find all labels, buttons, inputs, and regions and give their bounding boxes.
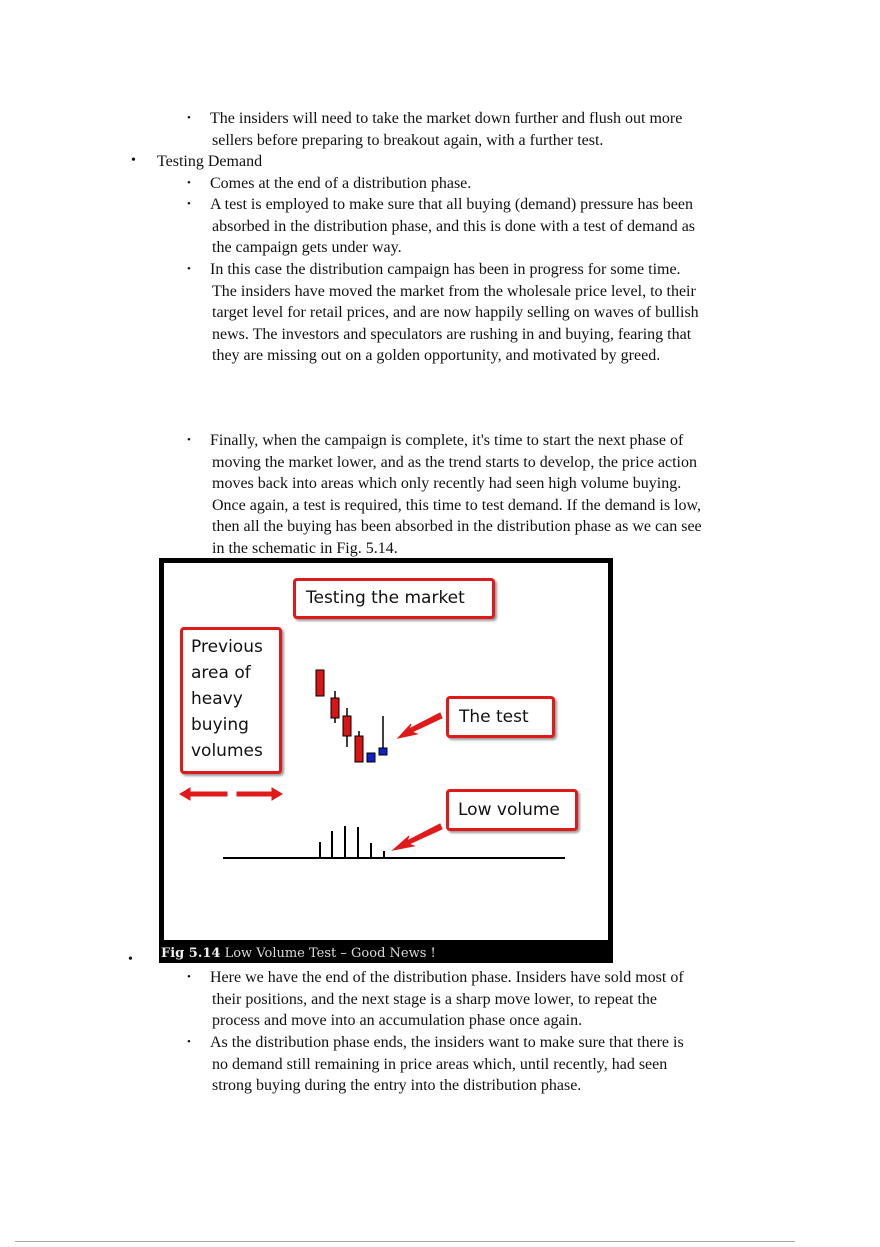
text-line: In this case the distribution campaign has been in progress for some time. <box>210 261 681 278</box>
low-volume-callout: Low volume <box>446 789 578 831</box>
text-line: they are missing out on a golden opportunity, and motivated by greed. <box>212 347 661 365</box>
figure-5-14 <box>159 558 613 963</box>
candle-body <box>379 748 387 755</box>
text-line: absorbed in the distribution phase, and this is done with a test of demand as <box>212 217 696 235</box>
text-line: moving the market lower, and as the trend starts to develop, the price action <box>212 453 697 471</box>
bullet-paragraph <box>210 173 471 195</box>
bullet-paragraph <box>210 967 684 1032</box>
candle-body <box>355 736 363 762</box>
text-line: Testing Demand <box>157 153 263 170</box>
test-arrow-icon <box>398 713 442 738</box>
callout-line: buying <box>191 715 249 735</box>
callout-line: heavy <box>191 689 243 709</box>
bullet-icon: • <box>187 1036 191 1048</box>
arrow-right-icon <box>237 788 282 800</box>
bullet-paragraph <box>210 108 682 151</box>
text-line: the campaign gets under way. <box>212 239 402 257</box>
callout-line: Previous <box>191 637 263 657</box>
candle-body <box>367 753 375 762</box>
text-line: sellers before preparing to breakout again, with a further test. <box>212 131 604 149</box>
text-line: strong buying during the entry into the distribution phase. <box>212 1077 582 1095</box>
text-line: The insiders have moved the market from the wholesale price level, to their <box>212 282 696 300</box>
text-line: target level for retail prices, and are now happily selling on waves of bullish <box>212 304 699 322</box>
bullet-icon: • <box>187 198 191 210</box>
bullet-paragraph <box>210 194 695 259</box>
bullet-icon: • <box>131 153 136 168</box>
text-line: news. The investors and speculators are rushing in and buying, fearing that <box>212 325 692 343</box>
text-line: The insiders will need to take the market down further and flush out more <box>210 110 683 127</box>
title-callout: Testing the market <box>293 578 495 619</box>
text-line: A test is employed to make sure that all buying (demand) pressure has been <box>210 196 693 213</box>
caption-number: Fig 5.14 <box>161 946 221 961</box>
text-line: As the distribution phase ends, the insiders want to make sure that there is <box>210 1034 684 1051</box>
bullet-paragraph <box>210 259 699 367</box>
text-line: moves back into areas which only recently had seen high volume buying. <box>212 475 682 493</box>
candle-body <box>316 670 324 696</box>
text-line: process and move into an accumulation phase once again. <box>212 1012 583 1030</box>
text-line: their positions, and the next stage is a sharp move lower, to repeat the <box>212 990 658 1008</box>
candle-body <box>343 716 351 736</box>
arrow-left-icon <box>180 788 227 800</box>
section-heading <box>157 151 262 173</box>
text-line: Finally, when the campaign is complete, it's time to start the next phase of <box>210 432 684 449</box>
bullet-icon: • <box>187 112 191 124</box>
text-line: Once again, a test is required, this time to test demand. If the demand is low, <box>212 496 702 514</box>
text-line: then all the buying has been absorbed in the distribution phase as we can see <box>212 518 702 536</box>
caption-text: Low Volume Test – Good News ! <box>220 946 436 961</box>
bullet-icon: • <box>187 263 191 275</box>
bullet-paragraph <box>210 1032 684 1097</box>
text-line: Here we have the end of the distribution phase. Insiders have sold most of <box>210 969 684 986</box>
callout-line: volumes <box>191 741 263 761</box>
callout-line: area of <box>191 663 251 683</box>
previous-area-callout <box>180 627 282 774</box>
empty-bullet: • <box>128 952 133 967</box>
text-line: no demand still remaining in price areas which, until recently, had seen <box>212 1055 668 1073</box>
bullet-icon: • <box>187 434 191 446</box>
text-line: in the schematic in Fig. 5.14. <box>212 539 398 557</box>
text-line: Comes at the end of a distribution phase. <box>210 175 472 192</box>
test-callout: The test <box>446 696 555 738</box>
bullet-icon: • <box>187 971 191 983</box>
volume-arrow-icon <box>393 824 442 850</box>
candle-body <box>331 698 339 718</box>
bullet-paragraph <box>210 430 702 560</box>
figure-caption <box>161 946 436 961</box>
bullet-icon: • <box>187 177 191 189</box>
footer-rule <box>15 1241 795 1242</box>
